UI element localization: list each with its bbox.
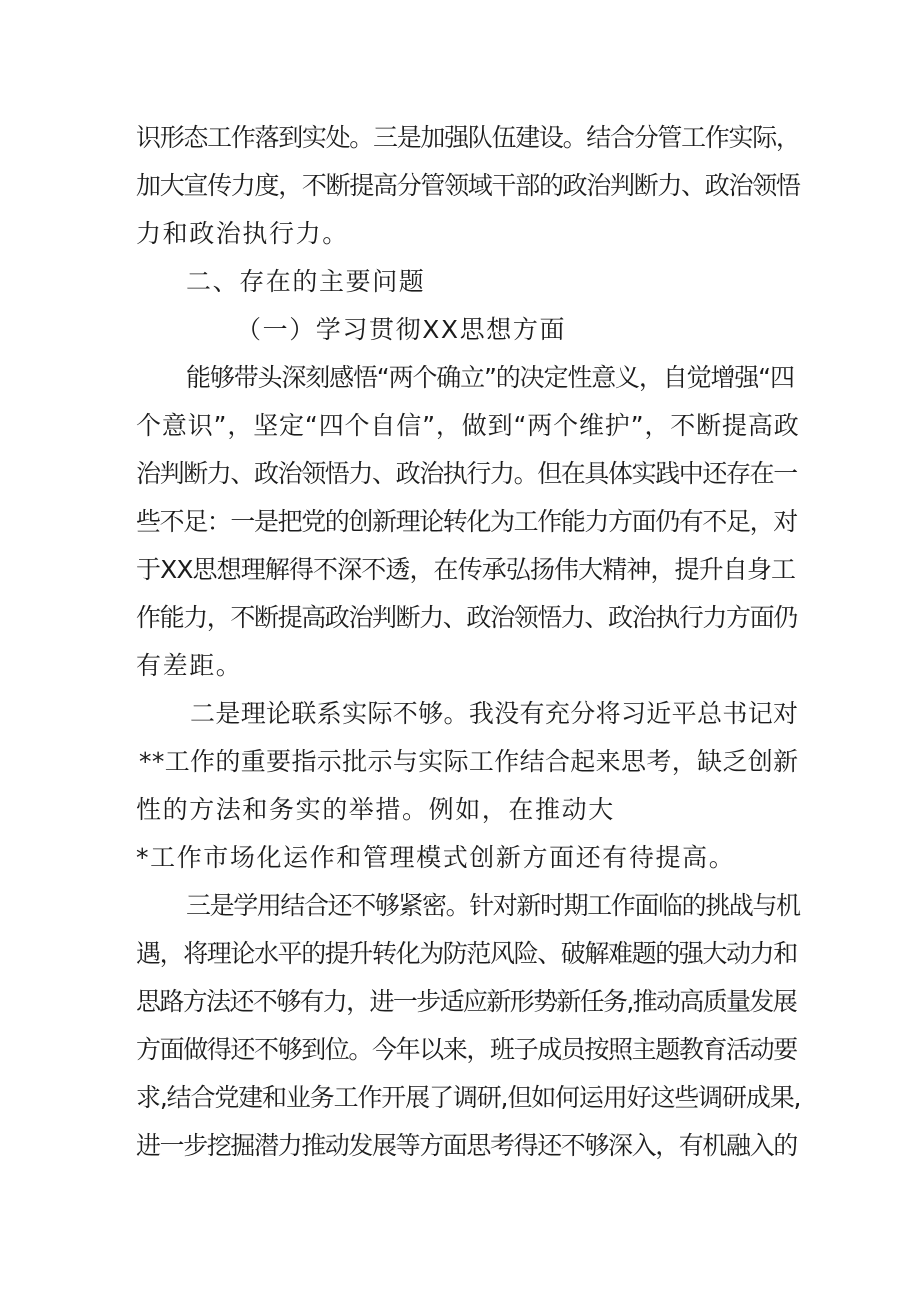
- paragraph-line: 二是理论联系实际不够。我没有充分将习近平总书记对: [190, 699, 799, 728]
- paragraph-line: 三是学用结合还不够紧密。针对新时期工作面临的挑战与机: [186, 891, 800, 920]
- paragraph-line: 求,结合党建和业务工作开展了调研,但如何运用好这些调研成果,: [136, 1083, 801, 1112]
- paragraph-line: 治判断力、政治领悟力、政治执行力。但在具体实践中还存在一: [136, 459, 797, 488]
- paragraph-line: 作能力，不断提高政治判断力、政治领悟力、政治执行力方面仍: [136, 603, 797, 632]
- paragraph-line: 能够带头深刻感悟“两个确立”的决定性意义，自觉增强“四: [186, 363, 794, 392]
- paragraph-line: 于XX思想理解得不深不透，在传承弘扬伟大精神，提升自身工: [136, 555, 796, 584]
- paragraph-line: 识形态工作落到实处。三是加强队伍建设。结合分管工作实际，: [136, 123, 800, 152]
- paragraph-line: 进一步挖掘潜力推动发展等方面思考得还不够深入，有机融入的: [136, 1131, 797, 1160]
- section-heading: 二、存在的主要问题: [186, 267, 426, 296]
- paragraph-line: 遇，将理论水平的提升转化为防范风险、破解难题的强大动力和: [136, 939, 797, 968]
- subsection-heading: （一）学习贯彻XX思想方面: [236, 315, 567, 344]
- paragraph-line: 个意识”，坚定“四个自信”，做到“两个维护”，不断提高政: [136, 411, 800, 440]
- paragraph-line: 思路方法还不够有力，进一步适应新形势新任务,推动高质量发展: [136, 987, 797, 1016]
- paragraph-line: 力和政治执行力。: [136, 219, 349, 248]
- paragraph-line: 性的方法和务实的举措。例如，在推动大: [136, 795, 615, 824]
- paragraph-line: 些不足：一是把党的创新理论转化为工作能力方面仍有不足，对: [136, 507, 797, 536]
- paragraph-line: *工作市场化运作和管理模式创新方面还有待提高。: [136, 843, 736, 872]
- paragraph-line: 加大宣传力度，不断提高分管领域干部的政治判断力、政治领悟: [136, 171, 800, 200]
- paragraph-line: **工作的重要指示批示与实际工作结合起来思考，缺乏创新: [139, 747, 799, 776]
- paragraph-line: 有差距。: [136, 651, 243, 680]
- paragraph-line: 方面做得还不够到位。今年以来，班子成员按照主题教育活动要: [136, 1035, 797, 1064]
